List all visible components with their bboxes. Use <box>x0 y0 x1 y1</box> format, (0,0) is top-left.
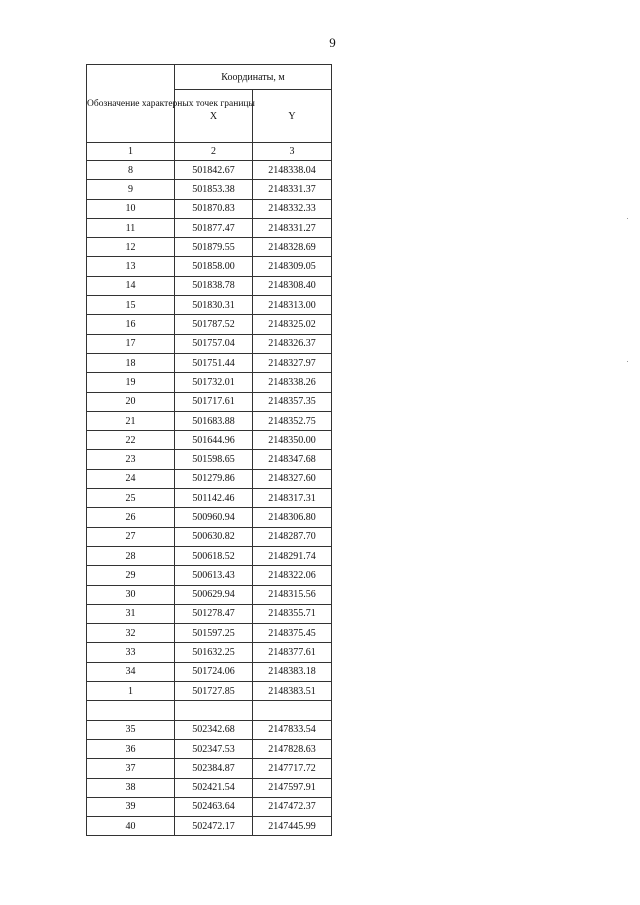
coordinate-y-cell: 2148309.05 <box>253 257 332 276</box>
table-row <box>87 720 332 739</box>
table-row <box>87 180 332 199</box>
table-row <box>87 682 332 701</box>
coordinate-y-cell: 2147717.72 <box>253 759 332 778</box>
coordinates-table <box>86 64 332 836</box>
coordinate-y-cell: 2148377.61 <box>253 643 332 662</box>
table-row <box>87 276 332 295</box>
table-row <box>87 296 332 315</box>
table-row <box>87 817 332 836</box>
coordinate-y-cell: 2147833.54 <box>253 720 332 739</box>
coordinate-y-cell: 2148327.60 <box>253 469 332 488</box>
point-number-cell: 28 <box>87 546 175 565</box>
point-number-cell: 32 <box>87 624 175 643</box>
coordinate-y-cell: 2147445.99 <box>253 817 332 836</box>
coordinate-y-cell: 2148331.37 <box>253 180 332 199</box>
table-row <box>87 508 332 527</box>
table-row <box>87 643 332 662</box>
point-number-cell: 16 <box>87 315 175 334</box>
column-number: 3 <box>253 143 332 161</box>
point-number-cell: 35 <box>87 720 175 739</box>
coordinate-y-cell: 2148352.75 <box>253 411 332 430</box>
coordinate-x-cell: 501279.86 <box>175 469 253 488</box>
empty-separator-row <box>87 701 332 720</box>
coordinate-y-cell: 2148355.71 <box>253 604 332 623</box>
point-number-cell: 20 <box>87 392 175 411</box>
point-number-cell: 40 <box>87 817 175 836</box>
coordinate-x-cell: 500960.94 <box>175 508 253 527</box>
coordinate-y-cell: 2148338.04 <box>253 161 332 180</box>
coordinate-y-cell: 2147472.37 <box>253 797 332 816</box>
coordinate-x-cell: 502421.54 <box>175 778 253 797</box>
coordinate-x-cell: 501598.65 <box>175 450 253 469</box>
table-row <box>87 161 332 180</box>
point-number-cell: 19 <box>87 373 175 392</box>
table-row <box>87 218 332 237</box>
table-row <box>87 489 332 508</box>
point-number-cell: 12 <box>87 238 175 257</box>
coordinate-y-cell: 2148331.27 <box>253 218 332 237</box>
point-number-cell: 10 <box>87 199 175 218</box>
point-number-cell: 1 <box>87 682 175 701</box>
coordinate-x-cell: 501644.96 <box>175 431 253 450</box>
table-row <box>87 759 332 778</box>
coordinate-x-cell: 501858.00 <box>175 257 253 276</box>
table-row <box>87 334 332 353</box>
point-number-cell: 21 <box>87 411 175 430</box>
point-number-cell: 29 <box>87 566 175 585</box>
table-row <box>87 739 332 758</box>
coordinate-y-cell: 2148383.51 <box>253 682 332 701</box>
coordinate-y-cell: 2148332.33 <box>253 199 332 218</box>
table-row <box>87 604 332 623</box>
coordinate-y-cell: 2148306.80 <box>253 508 332 527</box>
table-row <box>87 353 332 372</box>
point-number-cell: 26 <box>87 508 175 527</box>
coordinate-x-cell: 501751.44 <box>175 353 253 372</box>
coordinate-y-cell: 2148347.68 <box>253 450 332 469</box>
table-row <box>87 315 332 334</box>
point-number-cell: 34 <box>87 662 175 681</box>
coordinate-y-cell: 2148291.74 <box>253 546 332 565</box>
table-row <box>87 450 332 469</box>
coordinate-x-cell: 500630.82 <box>175 527 253 546</box>
table-row <box>87 527 332 546</box>
point-number-cell: 33 <box>87 643 175 662</box>
point-number-cell: 31 <box>87 604 175 623</box>
coordinate-x-cell: 501597.25 <box>175 624 253 643</box>
coordinate-y-cell: 2147597.91 <box>253 778 332 797</box>
coordinate-x-cell: 501838.78 <box>175 276 253 295</box>
coordinate-y-cell: 2148313.00 <box>253 296 332 315</box>
coordinate-x-cell: 502384.87 <box>175 759 253 778</box>
table-row <box>87 373 332 392</box>
coordinate-x-cell: 501724.06 <box>175 662 253 681</box>
coordinate-x-cell: 501870.83 <box>175 199 253 218</box>
point-number-cell: 14 <box>87 276 175 295</box>
table-row <box>87 546 332 565</box>
table-row <box>87 624 332 643</box>
point-number-cell: 38 <box>87 778 175 797</box>
column-number: 1 <box>87 143 175 161</box>
coordinate-y-cell: 2148308.40 <box>253 276 332 295</box>
coordinate-x-cell: 501142.46 <box>175 489 253 508</box>
table-row <box>87 431 332 450</box>
table-row <box>87 392 332 411</box>
coordinate-x-cell: 501830.31 <box>175 296 253 315</box>
table-row <box>87 469 332 488</box>
coordinate-y-cell: 2148326.37 <box>253 334 332 353</box>
empty-cell <box>87 701 175 720</box>
column-number: 2 <box>175 143 253 161</box>
coordinate-x-cell: 501278.47 <box>175 604 253 623</box>
coordinate-y-cell: 2148338.26 <box>253 373 332 392</box>
table-row <box>87 238 332 257</box>
table-row <box>87 411 332 430</box>
header-y: Y <box>253 90 332 143</box>
coordinate-x-cell: 501842.67 <box>175 161 253 180</box>
point-number-cell: 39 <box>87 797 175 816</box>
coordinate-y-cell: 2148315.56 <box>253 585 332 604</box>
empty-cell <box>253 701 332 720</box>
coordinate-x-cell: 501732.01 <box>175 373 253 392</box>
coordinate-x-cell: 501853.38 <box>175 180 253 199</box>
coordinate-y-cell: 2148325.02 <box>253 315 332 334</box>
coordinate-y-cell: 2148328.69 <box>253 238 332 257</box>
coordinate-x-cell: 500613.43 <box>175 566 253 585</box>
coordinate-x-cell: 502342.68 <box>175 720 253 739</box>
table-row <box>87 566 332 585</box>
coordinate-x-cell: 502472.17 <box>175 817 253 836</box>
coordinate-x-cell: 501877.47 <box>175 218 253 237</box>
coordinate-x-cell: 501787.52 <box>175 315 253 334</box>
coordinate-y-cell: 2148287.70 <box>253 527 332 546</box>
header-x: X <box>175 90 253 143</box>
point-number-cell: 25 <box>87 489 175 508</box>
coordinate-x-cell: 502347.53 <box>175 739 253 758</box>
point-number-cell: 17 <box>87 334 175 353</box>
point-number-cell: 8 <box>87 161 175 180</box>
coordinate-y-cell: 2148357.35 <box>253 392 332 411</box>
point-number-cell: 9 <box>87 180 175 199</box>
table-row <box>87 662 332 681</box>
coordinate-x-cell: 501727.85 <box>175 682 253 701</box>
point-number-cell: 18 <box>87 353 175 372</box>
point-number-cell: 36 <box>87 739 175 758</box>
point-number-cell: 15 <box>87 296 175 315</box>
scan-speck <box>627 361 628 362</box>
coordinate-x-cell: 501717.61 <box>175 392 253 411</box>
coordinate-y-cell: 2148327.97 <box>253 353 332 372</box>
page-number: 9 <box>329 35 336 50</box>
point-number-cell: 24 <box>87 469 175 488</box>
coordinate-x-cell: 501879.55 <box>175 238 253 257</box>
coordinate-y-cell: 2148322.06 <box>253 566 332 585</box>
table-row <box>87 797 332 816</box>
point-number-cell: 30 <box>87 585 175 604</box>
coordinate-x-cell: 501632.25 <box>175 643 253 662</box>
coordinate-y-cell: 2148317.31 <box>253 489 332 508</box>
table-row <box>87 257 332 276</box>
coordinate-y-cell: 2148375.45 <box>253 624 332 643</box>
header-coordinates: Координаты, м <box>175 65 332 90</box>
point-number-cell: 22 <box>87 431 175 450</box>
table-row <box>87 778 332 797</box>
table-row <box>87 585 332 604</box>
point-number-cell: 27 <box>87 527 175 546</box>
coordinate-y-cell: 2148350.00 <box>253 431 332 450</box>
coordinate-x-cell: 501757.04 <box>175 334 253 353</box>
point-number-cell: 37 <box>87 759 175 778</box>
coordinate-y-cell: 2148383.18 <box>253 662 332 681</box>
coordinate-y-cell: 2147828.63 <box>253 739 332 758</box>
point-number-cell: 23 <box>87 450 175 469</box>
table-body <box>87 161 332 836</box>
header-designation: Обозначение характерных точек границы <box>87 65 175 143</box>
coordinate-x-cell: 501683.88 <box>175 411 253 430</box>
table-row <box>87 199 332 218</box>
scan-speck <box>627 218 628 219</box>
point-number-cell: 13 <box>87 257 175 276</box>
coordinate-x-cell: 500618.52 <box>175 546 253 565</box>
empty-cell <box>175 701 253 720</box>
coordinate-x-cell: 500629.94 <box>175 585 253 604</box>
coordinate-x-cell: 502463.64 <box>175 797 253 816</box>
point-number-cell: 11 <box>87 218 175 237</box>
